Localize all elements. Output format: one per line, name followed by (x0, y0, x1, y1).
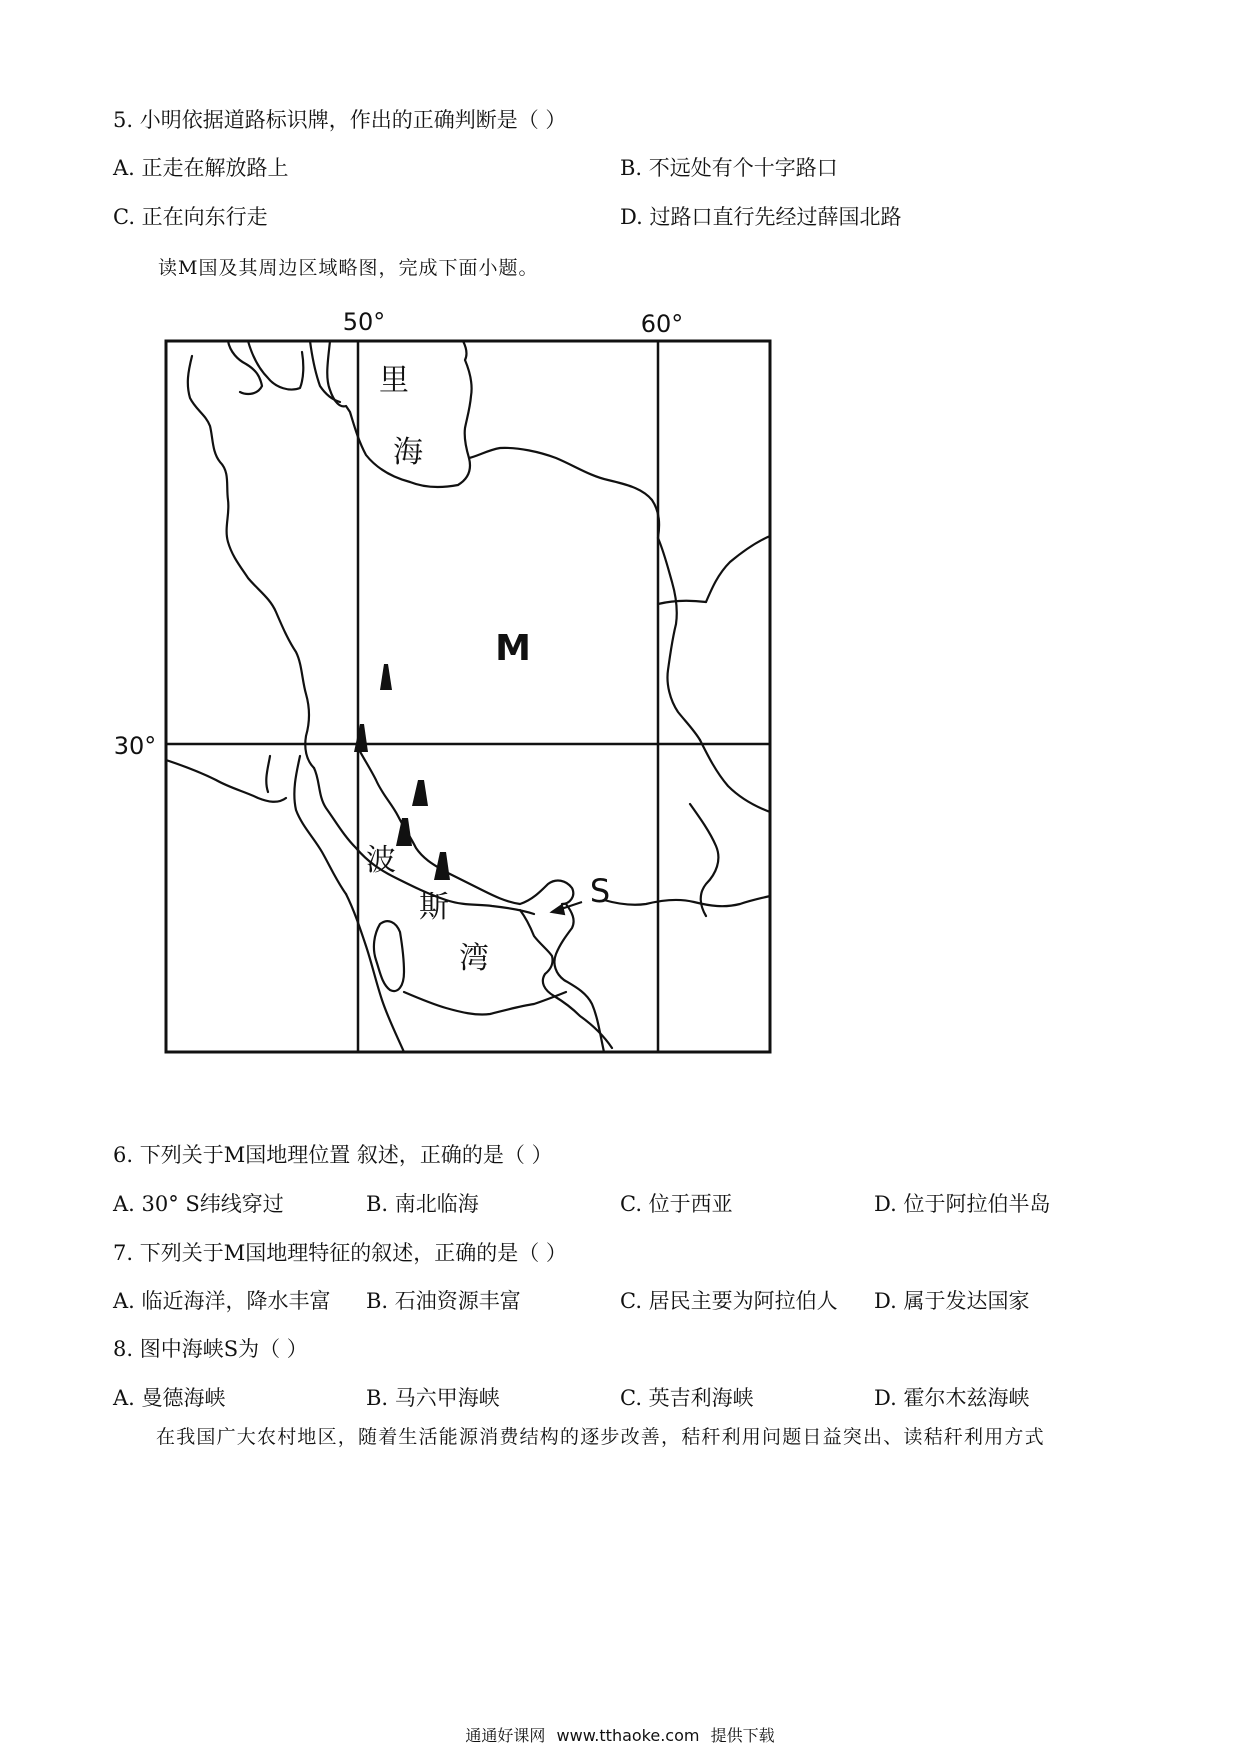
caspian-coast (327, 341, 471, 487)
q5-option-c: C. 正在向东行走 (113, 205, 268, 229)
oil-marker-4 (396, 818, 412, 846)
west-arm-2 (248, 341, 303, 390)
iran-south-coast (356, 744, 573, 904)
east-border-4 (700, 740, 770, 812)
q8-option-b: B. 马六甲海峡 (366, 1386, 500, 1410)
footer-site: 通通好课网 (465, 1726, 546, 1745)
caspian-west-shore (310, 341, 340, 402)
east-border-3 (658, 601, 706, 604)
gulf-label-3: 湾 (459, 941, 489, 976)
passage-text: 在我国广大农村地区，随着生活能源消费结构的逐步改善，秸秆利用问题日益突出、读秸秆利用方式 (156, 1426, 1045, 1448)
q7-option-b: B. 石油资源丰富 (366, 1289, 521, 1313)
musandam-peninsula (520, 910, 612, 1048)
footer-url[interactable]: www.tthaoke.com (556, 1726, 700, 1745)
arabia-border-1 (166, 760, 286, 802)
lon-50-label: 50° (342, 308, 386, 336)
q6-option-c: C. 位于西亚 (620, 1192, 733, 1216)
q8-option-c: C. 英吉利海峡 (620, 1386, 754, 1410)
q8-stem: 8. 图中海峡S为（ ） (113, 1337, 308, 1361)
q8-option-a: A. 曼德海峡 (113, 1386, 226, 1410)
arabia-border-3 (294, 756, 346, 894)
east-coast (604, 896, 770, 906)
q6-option-d: D. 位于阿拉伯半岛 (874, 1192, 1051, 1216)
oil-marker-2 (354, 724, 368, 752)
west-border (188, 356, 314, 768)
footer-action: 提供下载 (710, 1726, 775, 1745)
caspian-label-2: 海 (393, 435, 423, 470)
oil-field-markers (354, 664, 450, 880)
q6-option-a: A. 30° S纬线穿过 (113, 1192, 284, 1216)
lat-30-label: 30° (113, 732, 157, 760)
country-m-label: M (495, 628, 531, 669)
lon-60-label: 60° (640, 310, 684, 338)
q7-option-a: A. 临近海洋，降水丰富 (113, 1289, 331, 1313)
map-frame (166, 341, 770, 1052)
q5-stem: 5. 小明依据道路标识牌，作出的正确判断是（ ） (113, 108, 567, 132)
oil-marker-1 (380, 664, 392, 690)
page-footer (0, 1723, 1240, 1746)
map-intro: 读M国及其周边区域略图，完成下面小题。 (158, 257, 539, 279)
oman-coast (554, 904, 604, 1052)
q7-option-c: C. 居民主要为阿拉伯人 (620, 1289, 838, 1313)
arabia-border-2 (266, 756, 270, 792)
oil-marker-5 (434, 852, 450, 880)
oil-marker-3 (412, 780, 428, 806)
q7-stem: 7. 下列关于M国地理特征的叙述，正确的是（ ） (113, 1241, 567, 1265)
west-arm (228, 341, 262, 394)
uae-coast (404, 992, 566, 1015)
east-border-5 (690, 804, 718, 916)
caspian-label-1: 里 (379, 363, 409, 398)
q5-option-a: A. 正走在解放路上 (113, 156, 289, 180)
north-border-east (469, 448, 659, 538)
east-border-1 (658, 538, 700, 740)
qatar-peninsula (374, 921, 404, 991)
q6-stem: 6. 下列关于M国地理位置 叙述，正确的是（ ） (113, 1143, 553, 1167)
arabia-coast (314, 768, 534, 914)
gulf-label-1: 波 (366, 843, 396, 878)
q6-option-b: B. 南北临海 (366, 1192, 479, 1216)
gulf-label-2: 斯 (419, 890, 449, 925)
east-border-2 (706, 536, 770, 602)
q5-option-b: B. 不远处有个十字路口 (620, 156, 838, 180)
q7-option-d: D. 属于发达国家 (874, 1289, 1030, 1313)
q8-option-d: D. 霍尔木兹海峡 (874, 1386, 1030, 1410)
q5-option-d: D. 过路口直行先经过薛国北路 (620, 205, 902, 229)
saudi-interior-coast (346, 894, 404, 1052)
strait-s-label: S (589, 872, 611, 910)
strait-arrow (552, 902, 582, 914)
